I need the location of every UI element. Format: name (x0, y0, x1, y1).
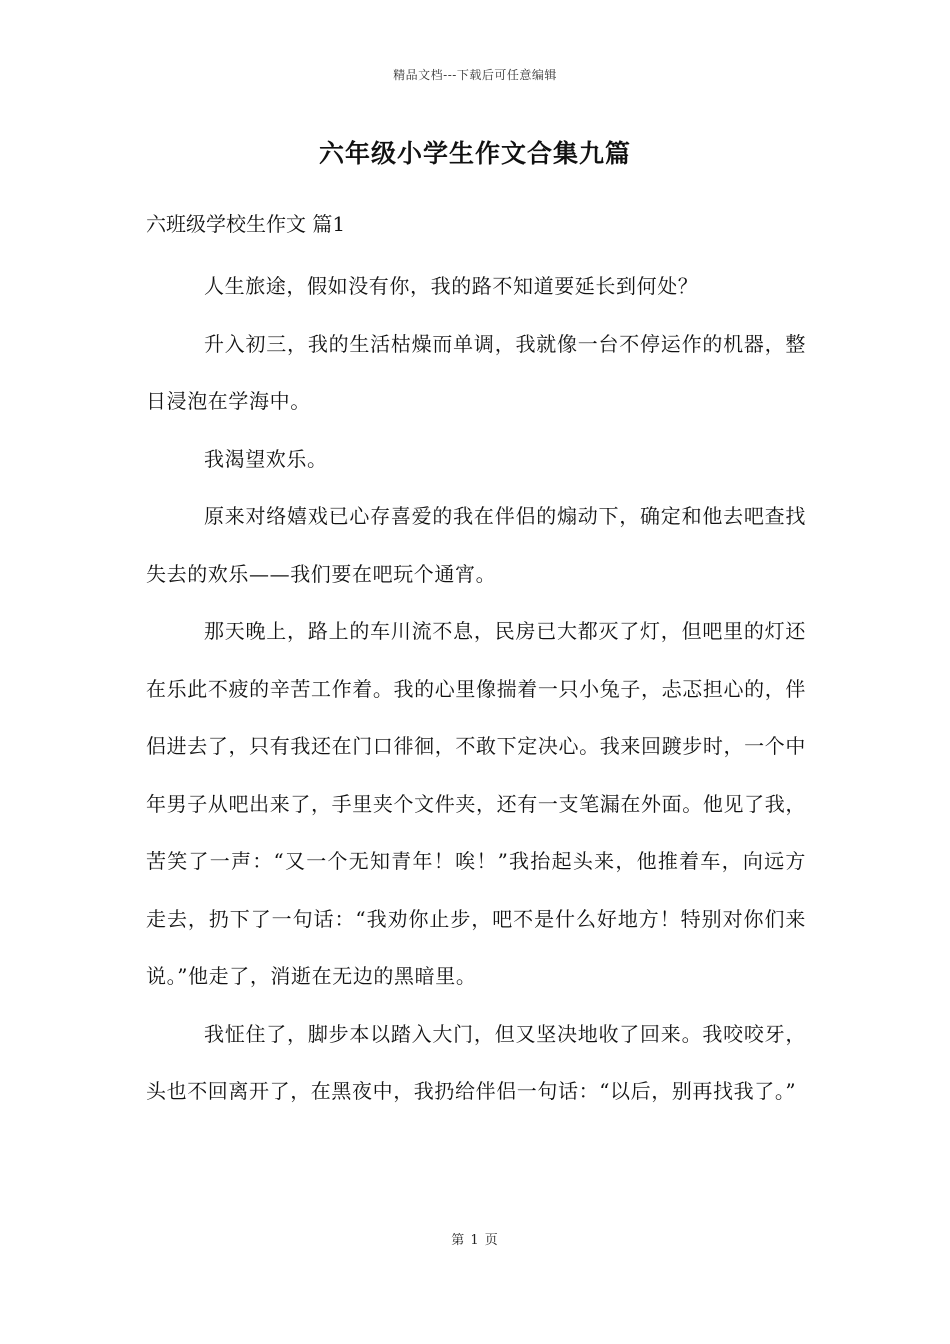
essay-body (146, 258, 806, 1121)
paragraph: 人生旅途，假如没有你，我的路不知道要延长到何处？ (204, 274, 699, 298)
paragraph: 升入初三，我的生活枯燥而单调，我就像一台不停运作的机器，整日浸泡在学海中。 (146, 331, 806, 413)
section-heading: 六班级学校生作文 篇1 (146, 212, 346, 236)
paragraph: 那天晚上，路上的车川流不息，民房已大都灭了灯，但吧里的灯还在乐此不疲的辛苦工作着。我的心里像揣着一只小兔子，忐忑担心的，伴侣进去了，只有我还在门口徘徊，不敢下定决心。我来回踱步时，一个中年男子从吧出来了，手里夹个文件夹，还有一支笔漏在外面。他见了我，苦笑了一声：“又一个无知青年！唉！”我抬起头来，他推着车，向远方走去，扔下了一句话：“我劝你止步，吧不是什么好地方！特别对你们来说。”他走了，消逝在无边的黑暗里。 (146, 619, 806, 988)
document-title: 六年级小学生作文合集九篇 (318, 139, 631, 168)
paragraph: 原来对络嬉戏已心存喜爱的我在伴侣的煽动下，确定和他去吧查找失去的欢乐——我们要在吧玩个通宵。 (146, 504, 806, 586)
paragraph: 我渴望欢乐。 (204, 446, 328, 471)
paragraph: 我怔住了，脚步本以踏入大门，但又坚决地收了回来。我咬咬牙，头也不回离开了，在黑夜中，我扔给伴侣一句话：“以后，别再找我了。” (146, 1021, 806, 1103)
page-number: 第 1 页 (451, 1233, 499, 1248)
page-header: 精品文档---下载后可任意编辑 (393, 68, 557, 82)
